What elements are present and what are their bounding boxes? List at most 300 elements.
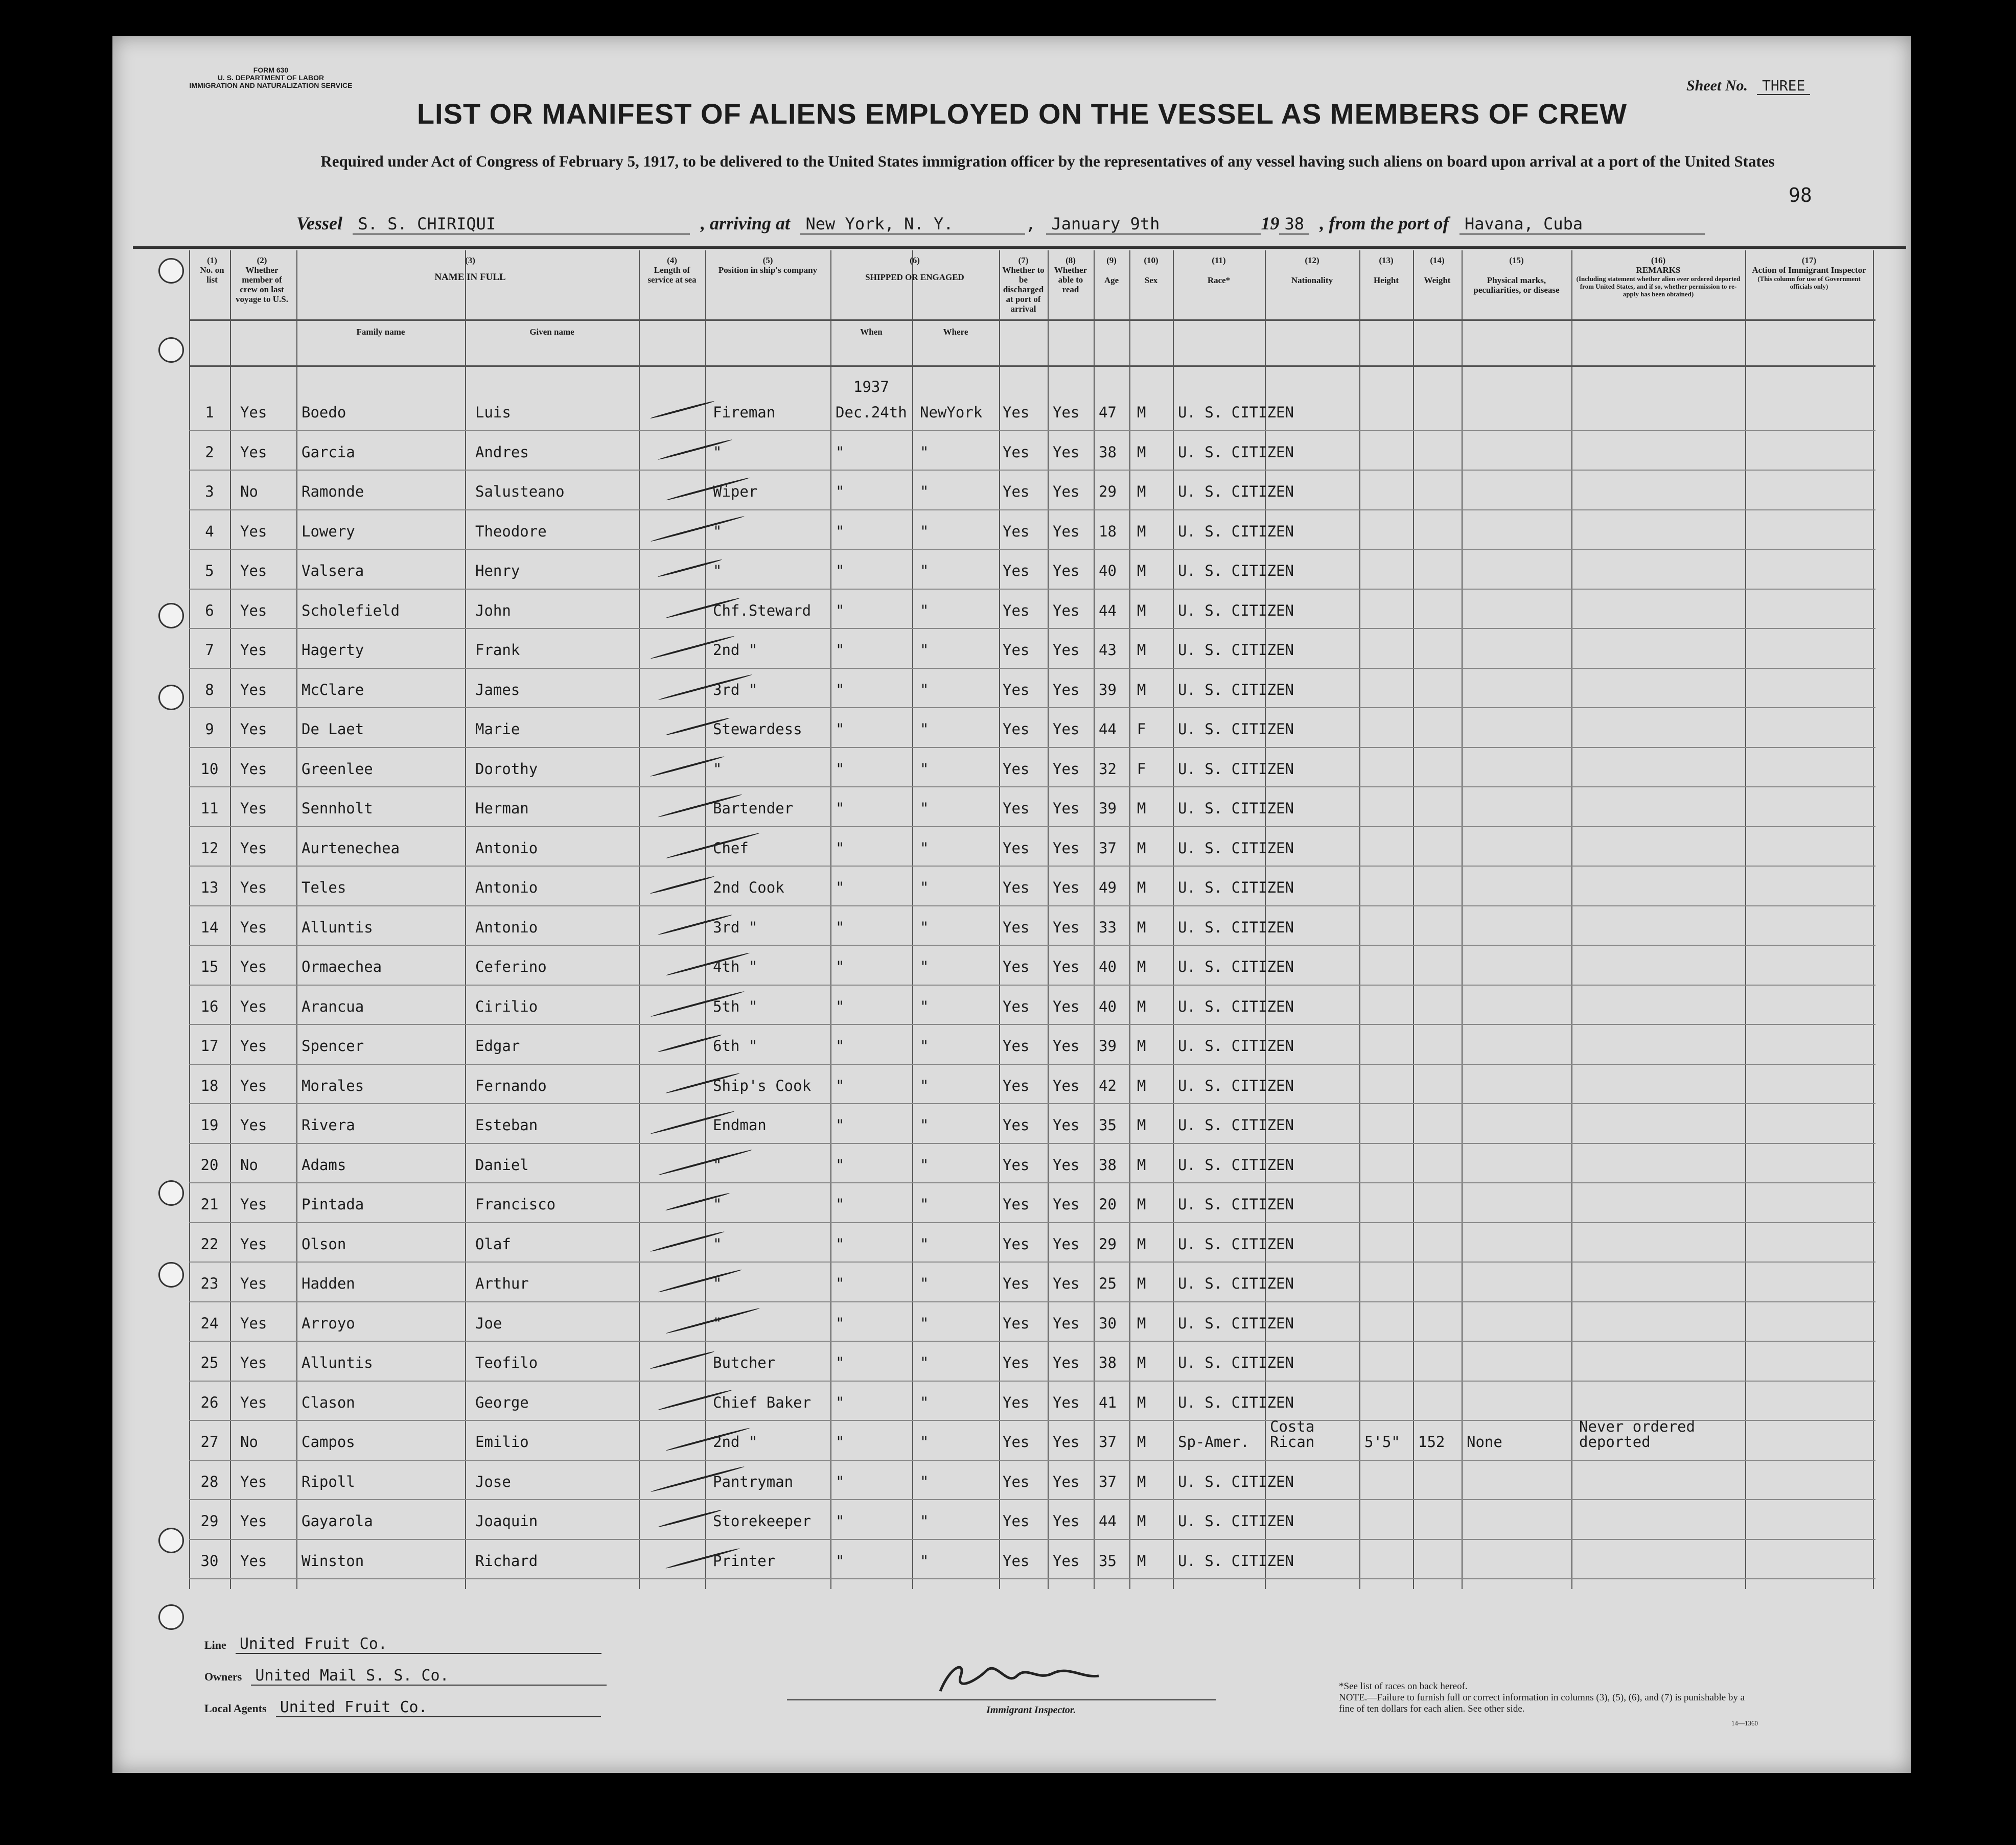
cell-race: U. S. CITIZEN xyxy=(1178,601,1294,619)
cell-position: Pantryman xyxy=(713,1473,794,1490)
cell-where-shipped: " xyxy=(920,839,929,857)
cell-position: Ship's Cook xyxy=(713,1077,812,1094)
cell-able-to-read: Yes xyxy=(1053,404,1080,421)
line-field: Line United Fruit Co. xyxy=(204,1635,601,1654)
cell-when-shipped: " xyxy=(836,1077,845,1094)
cell-when-shipped: " xyxy=(836,1116,845,1134)
cell-age: 41 xyxy=(1099,1393,1117,1411)
page-number: 98 xyxy=(1789,184,1812,206)
cell-where-shipped: " xyxy=(920,997,929,1015)
cell-position: 5th " xyxy=(713,997,758,1015)
cell-position: Chef xyxy=(713,839,749,857)
cell-position: Butcher xyxy=(713,1354,776,1371)
cell-position: Chf.Steward xyxy=(713,601,812,619)
cell-able-to-read: Yes xyxy=(1053,958,1080,975)
cell-previous-voyage: Yes xyxy=(240,760,267,778)
cell-able-to-read: Yes xyxy=(1053,918,1080,936)
cell-row-number: 14 xyxy=(200,918,219,936)
form-title: LIST OR MANIFEST OF ALIENS EMPLOYED ON THE VESSEL AS MEMBERS OF CREW xyxy=(416,98,1628,130)
table-row xyxy=(189,641,1875,680)
cell-sex: M xyxy=(1137,1037,1146,1055)
cell-row-number: 26 xyxy=(200,1393,219,1411)
cell-row-number: 2 xyxy=(205,443,214,461)
cell-where-shipped: " xyxy=(920,681,929,698)
cell-race: U. S. CITIZEN xyxy=(1178,1473,1294,1490)
cell-family-name: Clason xyxy=(302,1393,355,1411)
cell-able-to-read: Yes xyxy=(1053,760,1080,778)
table-row xyxy=(189,523,1875,562)
cell-previous-voyage: Yes xyxy=(240,601,267,619)
cell-where-shipped: " xyxy=(920,958,929,975)
cell-position: 2nd Cook xyxy=(713,879,784,896)
cell-row-number: 28 xyxy=(200,1473,219,1490)
cell-race: U. S. CITIZEN xyxy=(1178,1275,1294,1292)
table-row xyxy=(189,562,1875,601)
cell-race: U. S. CITIZEN xyxy=(1178,800,1294,817)
cell-race: U. S. CITIZEN xyxy=(1178,1037,1294,1055)
cell-age: 44 xyxy=(1099,720,1117,738)
table-row xyxy=(189,879,1875,918)
binder-hole xyxy=(158,337,184,363)
cell-row-number: 22 xyxy=(200,1235,219,1253)
cell-family-name: Ormaechea xyxy=(302,958,382,975)
cell-family-name: Morales xyxy=(302,1077,364,1094)
cell-able-to-read: Yes xyxy=(1053,483,1080,500)
table-row xyxy=(189,1196,1875,1234)
cell-discharged: Yes xyxy=(1003,1512,1030,1530)
cell-position: " xyxy=(713,1235,722,1253)
cell-previous-voyage: Yes xyxy=(240,879,267,896)
binder-hole xyxy=(158,603,184,628)
cell-row-number: 17 xyxy=(200,1037,219,1055)
cell-sex: M xyxy=(1137,1354,1146,1371)
cell-race: U. S. CITIZEN xyxy=(1178,1393,1294,1411)
table-row xyxy=(189,1116,1875,1155)
cell-sex: M xyxy=(1137,1552,1146,1570)
cell-when-shipped: " xyxy=(836,1275,845,1292)
cell-given-name: Ceferino xyxy=(475,958,547,975)
cell-race: U. S. CITIZEN xyxy=(1178,997,1294,1015)
cell-previous-voyage: Yes xyxy=(240,681,267,698)
cell-when-shipped: " xyxy=(836,641,845,659)
table-row xyxy=(189,1354,1875,1393)
cell-sex: M xyxy=(1137,1473,1146,1490)
table-row xyxy=(189,800,1875,838)
cell-when-shipped: " xyxy=(836,1354,845,1371)
cell-family-name: Ramonde xyxy=(302,483,364,500)
cell-age: 42 xyxy=(1099,1077,1117,1094)
cell-sex: M xyxy=(1137,879,1146,896)
cell-family-name: McClare xyxy=(302,681,364,698)
cell-able-to-read: Yes xyxy=(1053,1393,1080,1411)
cell-position: 3rd " xyxy=(713,918,758,936)
col-header-age: (9) Age xyxy=(1104,255,1119,285)
cell-able-to-read: Yes xyxy=(1053,997,1080,1015)
col-header-family-name: Family name xyxy=(356,327,405,337)
cell-where-shipped: " xyxy=(920,918,929,936)
col-header-weight: (14) Weight xyxy=(1424,255,1451,285)
cell-position: " xyxy=(713,1314,722,1332)
cell-race: U. S. CITIZEN xyxy=(1178,681,1294,698)
table-row xyxy=(189,1235,1875,1274)
cell-row-number: 15 xyxy=(200,958,219,975)
cell-position: Storekeeper xyxy=(713,1512,812,1530)
cell-age: 39 xyxy=(1099,681,1117,698)
col-header-service-length: (4) Length of service at sea xyxy=(647,255,697,285)
cell-previous-voyage: Yes xyxy=(240,443,267,461)
cell-given-name: Cirilio xyxy=(475,997,538,1015)
cell-age: 44 xyxy=(1099,1512,1117,1530)
cell-race: U. S. CITIZEN xyxy=(1178,483,1294,500)
cell-previous-voyage: Yes xyxy=(240,1393,267,1411)
cell-age: 29 xyxy=(1099,483,1117,500)
cell-when-shipped: " xyxy=(836,1512,845,1530)
cell-age: 33 xyxy=(1099,918,1117,936)
header-rule xyxy=(133,246,1906,249)
col-header-sex: (10) Sex xyxy=(1144,255,1158,285)
form-identifier: FORM 630 U. S. DEPARTMENT OF LABOR IMMIGRATION AND NATURALIZATION SERVICE xyxy=(189,66,353,89)
cell-able-to-read: Yes xyxy=(1053,720,1080,738)
col-header-given-name: Given name xyxy=(529,327,574,337)
header-rule xyxy=(189,365,1875,367)
cell-discharged: Yes xyxy=(1003,1314,1030,1332)
cell-discharged: Yes xyxy=(1003,1433,1030,1451)
cell-sex: M xyxy=(1137,1512,1146,1530)
cell-race: U. S. CITIZEN xyxy=(1178,1116,1294,1134)
cell-previous-voyage: Yes xyxy=(240,641,267,659)
cell-age: 32 xyxy=(1099,760,1117,778)
cell-age: 40 xyxy=(1099,997,1117,1015)
cell-previous-voyage: Yes xyxy=(240,1116,267,1134)
cell-discharged: Yes xyxy=(1003,879,1030,896)
cell-discharged: Yes xyxy=(1003,1116,1030,1134)
cell-discharged: Yes xyxy=(1003,760,1030,778)
cell-family-name: Greenlee xyxy=(302,760,373,778)
cell-family-name: Arancua xyxy=(302,997,364,1015)
cell-discharged: Yes xyxy=(1003,1077,1030,1094)
service-check-mark xyxy=(650,400,715,419)
cell-row-number: 29 xyxy=(200,1512,219,1530)
cell-row-number: 16 xyxy=(200,997,219,1015)
cell-race: U. S. CITIZEN xyxy=(1178,720,1294,738)
cell-discharged: Yes xyxy=(1003,1235,1030,1253)
table-row xyxy=(189,404,1875,442)
cell-race: U. S. CITIZEN xyxy=(1178,918,1294,936)
cell-previous-voyage: Yes xyxy=(240,522,267,540)
cell-when-shipped: " xyxy=(836,1314,845,1332)
cell-discharged: Yes xyxy=(1003,1275,1030,1292)
cell-given-name: Arthur xyxy=(475,1275,529,1292)
cell-where-shipped: " xyxy=(920,800,929,817)
cell-position: " xyxy=(713,522,722,540)
cell-position: " xyxy=(713,562,722,579)
cell-age: 20 xyxy=(1099,1196,1117,1213)
cell-given-name: Joe xyxy=(475,1314,502,1332)
cell-row-number: 19 xyxy=(200,1116,219,1134)
cell-sex: M xyxy=(1137,522,1146,540)
departure-port: Havana, Cuba xyxy=(1459,214,1705,235)
cell-where-shipped: " xyxy=(920,601,929,619)
cell-able-to-read: Yes xyxy=(1053,1314,1080,1332)
cell-sex: F xyxy=(1137,760,1146,778)
cell-family-name: Teles xyxy=(302,879,346,896)
cell-family-name: Garcia xyxy=(302,443,355,461)
cell-given-name: Henry xyxy=(475,562,520,579)
cell-row-number: 6 xyxy=(205,601,214,619)
cell-able-to-read: Yes xyxy=(1053,1473,1080,1490)
cell-when-shipped: " xyxy=(836,1393,845,1411)
cell-previous-voyage: No xyxy=(240,1156,258,1174)
cell-position: 3rd " xyxy=(713,681,758,698)
binder-hole xyxy=(158,1180,184,1206)
cell-previous-voyage: Yes xyxy=(240,1512,267,1530)
crew-table xyxy=(189,250,1875,1589)
cell-given-name: Antonio xyxy=(475,839,538,857)
vessel-info: Vessel S. S. CHIRIQUI , arriving at New York, N. Y. , January 9th 19 38 , from the port of Havana, Cuba xyxy=(296,213,1881,235)
cell-race: U. S. CITIZEN xyxy=(1178,958,1294,975)
cell-discharged: Yes xyxy=(1003,404,1030,421)
cell-age: 44 xyxy=(1099,601,1117,619)
cell-family-name: Ripoll xyxy=(302,1473,355,1490)
cell-where-shipped: " xyxy=(920,1235,929,1253)
cell-when-shipped: " xyxy=(836,1433,845,1451)
cell-when-shipped: " xyxy=(836,839,845,857)
cell-when-shipped: " xyxy=(836,1037,845,1055)
cell-sex: M xyxy=(1137,443,1146,461)
cell-row-number: 24 xyxy=(200,1314,219,1332)
cell-sex: M xyxy=(1137,562,1146,579)
inspector-signature xyxy=(930,1655,1114,1701)
cell-where-shipped: " xyxy=(920,562,929,579)
service-check-mark xyxy=(650,875,715,895)
table-row xyxy=(189,1473,1875,1512)
cell-when-shipped: " xyxy=(836,483,845,500)
cell-position: Endman xyxy=(713,1116,767,1134)
cell-discharged: Yes xyxy=(1003,720,1030,738)
cell-sex: M xyxy=(1137,1196,1146,1213)
cell-given-name: Edgar xyxy=(475,1037,520,1055)
cell-when-shipped: " xyxy=(836,1156,845,1174)
cell-when-shipped: " xyxy=(836,601,845,619)
cell-where-shipped: " xyxy=(920,1037,929,1055)
cell-family-name: Alluntis xyxy=(302,1354,373,1371)
cell-race: U. S. CITIZEN xyxy=(1178,522,1294,540)
cell-family-name: Sennholt xyxy=(302,800,373,817)
cell-where-shipped: " xyxy=(920,1077,929,1094)
table-row xyxy=(189,720,1875,759)
cell-age: 38 xyxy=(1099,443,1117,461)
cell-previous-voyage: Yes xyxy=(240,918,267,936)
cell-sex: M xyxy=(1137,1116,1146,1134)
cell-when-shipped: " xyxy=(836,720,845,738)
cell-previous-voyage: No xyxy=(240,1433,258,1451)
cell-able-to-read: Yes xyxy=(1053,1433,1080,1451)
table-row xyxy=(189,1037,1875,1076)
cell-discharged: Yes xyxy=(1003,522,1030,540)
cell-position: " xyxy=(713,443,722,461)
cell-previous-voyage: Yes xyxy=(240,1275,267,1292)
cell-able-to-read: Yes xyxy=(1053,1037,1080,1055)
owners-field: Owners United Mail S. S. Co. xyxy=(204,1667,607,1686)
sheet-number: Sheet No. THREE xyxy=(1686,77,1810,95)
cell-discharged: Yes xyxy=(1003,1037,1030,1055)
cell-family-name: Valsera xyxy=(302,562,364,579)
cell-where-shipped: " xyxy=(920,1512,929,1530)
cell-row-number: 1 xyxy=(205,404,214,421)
cell-sex: M xyxy=(1137,601,1146,619)
cell-family-name: Alluntis xyxy=(302,918,373,936)
cell-given-name: Theodore xyxy=(475,522,547,540)
table-row xyxy=(189,760,1875,799)
cell-sex: M xyxy=(1137,1433,1146,1451)
cell-row-number: 8 xyxy=(205,681,214,698)
cell-race: U. S. CITIZEN xyxy=(1178,1354,1294,1371)
year-note: 1937 xyxy=(853,378,889,395)
cell-family-name: Boedo xyxy=(302,404,346,421)
cell-given-name: Olaf xyxy=(475,1235,511,1253)
cell-row-number: 30 xyxy=(200,1552,219,1570)
cell-given-name: Herman xyxy=(475,800,529,817)
cell-previous-voyage: Yes xyxy=(240,1473,267,1490)
cell-given-name: Andres xyxy=(475,443,529,461)
cell-sex: M xyxy=(1137,641,1146,659)
cell-given-name: Antonio xyxy=(475,918,538,936)
header-rule xyxy=(189,319,1875,321)
cell-given-name: Jose xyxy=(475,1473,511,1490)
cell-height: 5'5" xyxy=(1364,1433,1400,1451)
col-header-where: Where xyxy=(943,327,968,337)
cell-where-shipped: " xyxy=(920,641,929,659)
cell-age: 25 xyxy=(1099,1275,1117,1292)
cell-row-number: 7 xyxy=(205,641,214,659)
cell-age: 30 xyxy=(1099,1314,1117,1332)
cell-previous-voyage: Yes xyxy=(240,1314,267,1332)
binder-hole xyxy=(158,685,184,710)
cell-when-shipped: " xyxy=(836,800,845,817)
cell-row-number: 25 xyxy=(200,1354,219,1371)
table-row xyxy=(189,1512,1875,1551)
cell-when-shipped: " xyxy=(836,918,845,936)
col-header-when: When xyxy=(860,327,883,337)
footnote: *See list of races on back hereof. NOTE.—Failure to furnish full or correct information in columns (3), (5), (6), and (7) is punishable by a fine of ten dollars for each alien. See other side. 14—1360 xyxy=(1339,1681,1758,1727)
cell-when-shipped: " xyxy=(836,760,845,778)
cell-given-name: Dorothy xyxy=(475,760,538,778)
cell-position: " xyxy=(713,1196,722,1213)
cell-row-number: 23 xyxy=(200,1275,219,1292)
cell-row-number: 5 xyxy=(205,562,214,579)
cell-row-number: 10 xyxy=(200,760,219,778)
cell-position: " xyxy=(713,760,722,778)
cell-discharged: Yes xyxy=(1003,1354,1030,1371)
cell-given-name: Frank xyxy=(475,641,520,659)
cell-able-to-read: Yes xyxy=(1053,1116,1080,1134)
cell-position: " xyxy=(713,1156,722,1174)
table-row xyxy=(189,1418,1875,1472)
col-header-physical-marks: (15) Physical marks, peculiarities, or disease xyxy=(1473,255,1560,295)
cell-previous-voyage: Yes xyxy=(240,1037,267,1055)
cell-when-shipped: " xyxy=(836,997,845,1015)
cell-age: 40 xyxy=(1099,562,1117,579)
col-header-discharged: (7) Whether to be discharged at port of arrival xyxy=(1002,255,1045,314)
cell-family-name: Spencer xyxy=(302,1037,364,1055)
table-row xyxy=(189,1552,1875,1591)
cell-where-shipped: " xyxy=(920,1196,929,1213)
col-header-inspector-action: (17) Action of Immigrant Inspector (This column for use of Government officials only) xyxy=(1752,255,1866,290)
cell-row-number: 9 xyxy=(205,720,214,738)
cell-discharged: Yes xyxy=(1003,483,1030,500)
cell-previous-voyage: No xyxy=(240,483,258,500)
cell-able-to-read: Yes xyxy=(1053,522,1080,540)
cell-when-shipped: " xyxy=(836,879,845,896)
cell-where-shipped: " xyxy=(920,879,929,896)
cell-sex: F xyxy=(1137,720,1146,738)
cell-position: 4th " xyxy=(713,958,758,975)
col-header-number: (1) No. on list xyxy=(200,255,224,285)
cell-previous-voyage: Yes xyxy=(240,1196,267,1213)
cell-family-name: Olson xyxy=(302,1235,346,1253)
cell-able-to-read: Yes xyxy=(1053,1354,1080,1371)
table-row xyxy=(189,958,1875,997)
cell-sex: M xyxy=(1137,1393,1146,1411)
cell-row-number: 20 xyxy=(200,1156,219,1174)
cell-given-name: John xyxy=(475,601,511,619)
cell-given-name: Joaquin xyxy=(475,1512,538,1530)
cell-given-name: Luis xyxy=(475,404,511,421)
cell-age: 39 xyxy=(1099,800,1117,817)
col-header-height: (13) Height xyxy=(1373,255,1399,285)
cell-position: Wiper xyxy=(713,483,758,500)
arrival-port: New York, N. Y. xyxy=(800,214,1025,235)
cell-able-to-read: Yes xyxy=(1053,1156,1080,1174)
binder-hole xyxy=(158,1262,184,1288)
cell-race: U. S. CITIZEN xyxy=(1178,1552,1294,1570)
cell-given-name: Richard xyxy=(475,1552,538,1570)
col-header-shipped: (6) SHIPPED OR ENGAGED xyxy=(865,255,964,282)
cell-where-shipped: NewYork xyxy=(920,404,983,421)
agents-field: Local Agents United Fruit Co. xyxy=(204,1698,601,1717)
arrival-date: January 9th xyxy=(1046,214,1261,235)
cell-able-to-read: Yes xyxy=(1053,562,1080,579)
cell-able-to-read: Yes xyxy=(1053,681,1080,698)
cell-sex: M xyxy=(1137,1077,1146,1094)
cell-row-number: 18 xyxy=(200,1077,219,1094)
cell-row-number: 11 xyxy=(200,800,219,817)
cell-where-shipped: " xyxy=(920,1116,929,1134)
cell-able-to-read: Yes xyxy=(1053,601,1080,619)
inspector-label: Immigrant Inspector. xyxy=(986,1704,1076,1716)
cell-previous-voyage: Yes xyxy=(240,958,267,975)
cell-position: 6th " xyxy=(713,1037,758,1055)
binder-hole xyxy=(158,1604,184,1630)
cell-given-name: Fernando xyxy=(475,1077,547,1094)
cell-age: 38 xyxy=(1099,1354,1117,1371)
cell-discharged: Yes xyxy=(1003,443,1030,461)
cell-when-shipped: " xyxy=(836,681,845,698)
cell-row-number: 3 xyxy=(205,483,214,500)
table-row xyxy=(189,1077,1875,1116)
binder-hole xyxy=(158,1528,184,1553)
cell-age: 37 xyxy=(1099,1473,1117,1490)
binder-hole xyxy=(158,258,184,284)
cell-race: U. S. CITIZEN xyxy=(1178,760,1294,778)
cell-race: U. S. CITIZEN xyxy=(1178,641,1294,659)
service-check-mark xyxy=(650,1350,715,1370)
cell-nationality: Costa Rican xyxy=(1270,1418,1315,1451)
cell-discharged: Yes xyxy=(1003,1196,1030,1213)
cell-previous-voyage: Yes xyxy=(240,800,267,817)
cell-sex: M xyxy=(1137,958,1146,975)
cell-family-name: Winston xyxy=(302,1552,364,1570)
